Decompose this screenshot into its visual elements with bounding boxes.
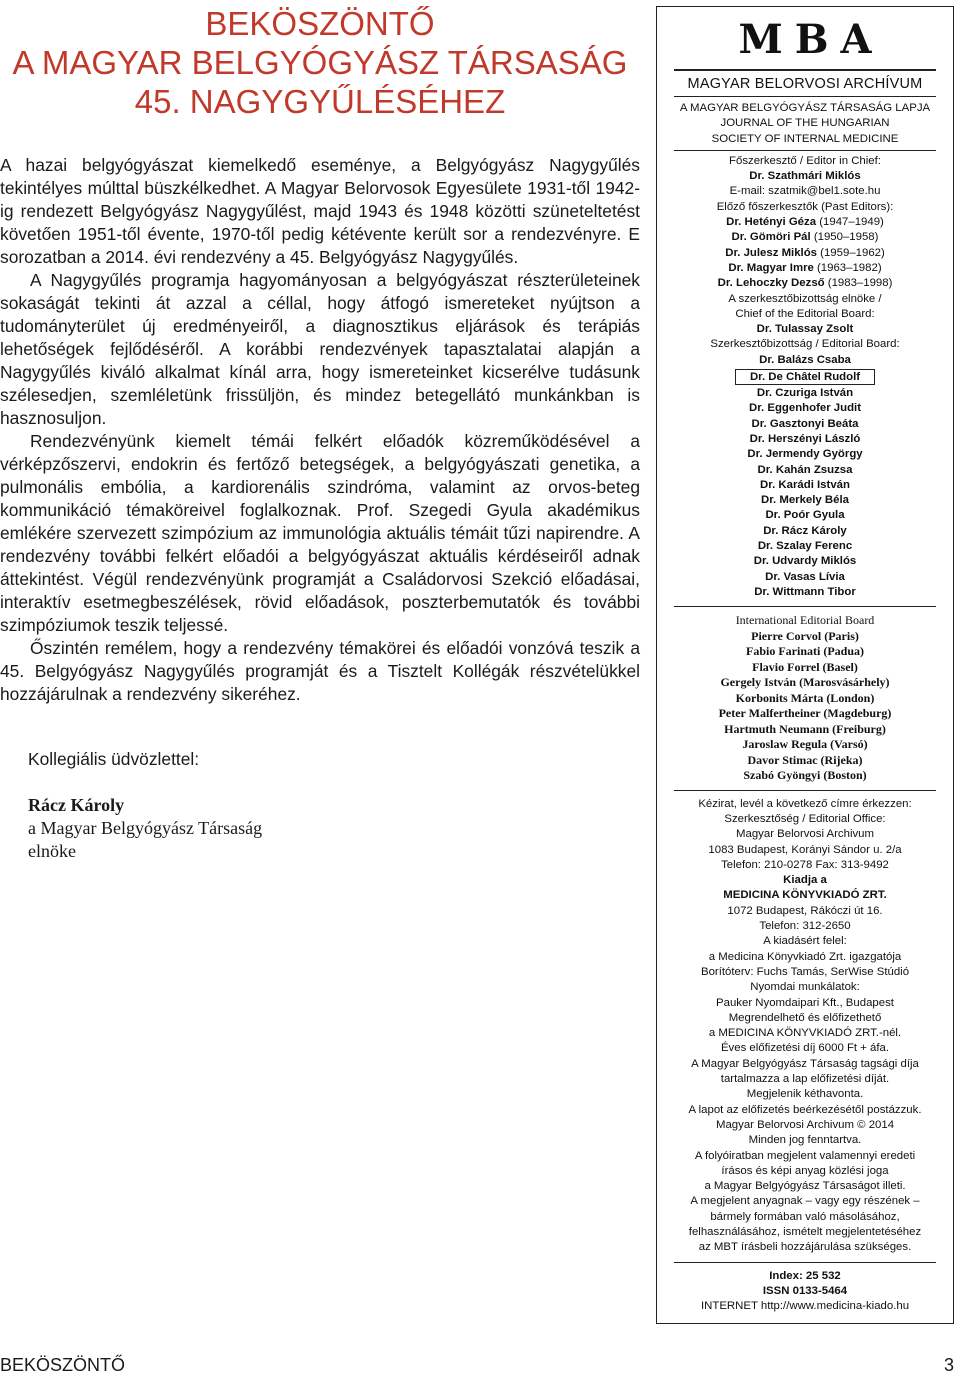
- editor-label: Főszerkesztő / Editor in Chief:: [729, 154, 881, 167]
- board-member: Dr. Gasztonyi Beáta: [751, 417, 859, 430]
- publisher-line: A lapot az előfizetés beérkezésétől postázzuk.: [688, 1103, 922, 1116]
- office-line: Telefon: 210-0278 Fax: 313-9492: [721, 858, 889, 871]
- publisher-line: Minden jog fenntartva.: [748, 1134, 862, 1147]
- page-number: 3: [943, 1355, 954, 1375]
- publisher-line: tartalmazza a lap előfizetési díját.: [720, 1073, 890, 1086]
- paragraph-4: Őszintén remélem, hogy a rendezvény témakörei és előadói vonzóvá teszik a 45. Belgyógyász Nagygyűlés programját és a Tisztelt Kollégák részvételükkel hozzájárulnak a rendezvény sikeréhez.: [0, 638, 640, 704]
- publisher-line: A folyóiratban megjelent valamennyi eredeti: [694, 1149, 916, 1162]
- past-editor-name: Dr. Gömöri Pál: [731, 231, 811, 244]
- board-member: Dr. Balázs Csaba: [759, 353, 851, 366]
- board-chair-name: Dr. Tulassay Zsolt: [756, 323, 854, 336]
- publisher-line: A megjelent anyagnak – vagy egy részének –: [690, 1195, 920, 1208]
- publisher-line: Nyomdai munkálatok:: [750, 981, 860, 994]
- journal-lines: [657, 101, 953, 147]
- past-editor-name: Dr. Julesz Miklós: [725, 246, 818, 259]
- publisher-line: Borítóterv: Fuchs Tamás, SerWise Stúdió: [700, 965, 910, 978]
- mba-logo: MBA: [738, 16, 884, 63]
- publisher-line: a MEDICINA KÖNYVKIADÓ ZRT.-nél.: [708, 1027, 902, 1040]
- journal-line: JOURNAL OF THE HUNGARIAN: [720, 117, 890, 130]
- publisher-line: Éves előfizetési díj 6000 Ft + áfa.: [720, 1042, 890, 1055]
- greeting: Kollegiális üdvözlettel:: [28, 749, 200, 769]
- signature-title: a Magyar Belgyógyász Társaság: [28, 818, 263, 838]
- editor-email: E-mail: szatmik@bel1.sote.hu: [729, 185, 881, 198]
- board-member: Dr. Poór Gyula: [765, 509, 845, 522]
- office-line: 1083 Budapest, Korányi Sándor u. 2/a: [708, 843, 902, 856]
- divider: [674, 1262, 936, 1263]
- past-editor-years: (1983–1998): [824, 277, 893, 290]
- archive-divider: [674, 96, 936, 97]
- office-block: [657, 797, 953, 1256]
- publisher-line: írásos és képi anyag közlési joga: [721, 1164, 889, 1177]
- publisher-label: Kiadja a: [783, 874, 827, 887]
- past-editor-name: Dr. Magyar Imre: [728, 261, 814, 274]
- article-body: [0, 154, 640, 706]
- board-member: Dr. Karádi István: [760, 478, 850, 491]
- publisher-line: A Magyar Belgyógyász Társaság tagsági díja: [691, 1057, 919, 1070]
- journal-line: SOCIETY OF INTERNAL MEDICINE: [711, 132, 899, 145]
- publisher-name: MEDICINA KÖNYVKIADÓ ZRT.: [723, 889, 887, 902]
- intl-member: Korbonits Márta (London): [735, 690, 875, 705]
- board-member: Dr. Wittmann Tibor: [754, 585, 856, 598]
- paragraph-3: Rendezvényünk kiemelt témái felkért előadók közreműködésével a vérképzőszervi, endokrin és fertőző betegségek, a belgyógyászati genetika, a pulmonális embólia, a kardiorenális szindróma, valamint az orvos-beteg kommunikáció témaköreivel foglalkoznak. Prof. Szegedi Gyula akadémikus emlékére szervezett szimpózium az immunológia aktuális témáit tűzi napirendre. A rendezvény további felkért előadói a belgyógyászat aktuális kérdéseiről adnak áttekintést. Végül rendezvényünk programját a Családorvosi Szekció előadásai, interaktív esetmegbeszélések, rövid előadások, poszterbemutatók és további szimpóziumok teszik teljessé.: [0, 431, 640, 635]
- publisher-line: Magyar Belorvosi Archivum © 2014: [715, 1118, 895, 1131]
- publisher-line: Megrendelhető és előfizethető: [728, 1011, 882, 1024]
- intl-member: Jaroslaw Regula (Varsó): [742, 737, 868, 752]
- publisher-line: Telefon: 312-2650: [759, 920, 851, 933]
- intl-board-label: International Editorial Board: [735, 613, 875, 628]
- intl-member: Flavio Forrel (Basel): [752, 659, 858, 674]
- publisher-line: Megjelenik kéthavonta.: [746, 1088, 864, 1101]
- internet-link[interactable]: INTERNET http://www.medicina-kiado.hu: [700, 1300, 910, 1313]
- board-member: Dr. Herszényi László: [749, 432, 861, 445]
- article-heading: [0, 4, 640, 121]
- divider: [674, 150, 936, 151]
- index-number: Index: 25 532: [769, 1269, 841, 1282]
- past-editor: [657, 246, 953, 261]
- board-member: Dr. Jermendy György: [747, 448, 863, 461]
- publisher-line: az MBT írásbeli hozzájárulása szükséges.: [698, 1241, 912, 1254]
- publisher-line: a Medicina Könyvkiadó Zrt. igazgatója: [708, 950, 902, 963]
- intl-member: Szabó Gyöngyi (Boston): [743, 768, 867, 783]
- board-member: Dr. Merkely Béla: [760, 494, 849, 507]
- publisher-line: A kiadásért felel:: [763, 935, 847, 948]
- board-member: Dr. Udvardy Miklós: [753, 555, 857, 568]
- intl-member: Fabio Farinati (Padua): [745, 644, 864, 659]
- publisher-line: 1072 Budapest, Rákóczi út 16.: [727, 904, 883, 917]
- past-editor: [657, 261, 953, 276]
- board-chair-label: Chief of the Editorial Board:: [735, 307, 875, 320]
- past-editor: [657, 276, 953, 291]
- divider: [674, 606, 936, 607]
- publisher-line: felhasználásához, ismételt megjelentetéséhez: [688, 1226, 922, 1239]
- past-editor-name: Dr. Hetényi Géza: [726, 216, 817, 229]
- past-editors-label: Előző főszerkesztők (Past Editors):: [716, 200, 894, 213]
- paragraph-1: A hazai belgyógyászat kiemelkedő eseménye, a Belgyógyász Nagygyűlés tekintélyes múlttal büszkélkedhet. A Magyar Belorvosok Egyesülete 1931-től 1942-ig rendezett Belgyógyász Nagygyűlést, majd 1943 és 1948 közötti szüneteltetést követően 1951-től évente, 1970-től pedig kétévente került sor a rendezvényre. E sorozatban a 2014. évi rendezvény a 45. Belgyógyász Nagygyűlés.: [0, 155, 640, 267]
- board-member: Dr. Rácz Károly: [763, 524, 847, 537]
- international-board: [657, 613, 953, 784]
- board-member-boxed: Dr. De Châtel Rudolf: [735, 369, 875, 385]
- masthead-box: [656, 6, 954, 1324]
- running-footer-section: BEKÖSZÖNTŐ: [0, 1355, 126, 1375]
- office-line: Kézirat, levél a következő címre érkezzen:: [698, 797, 912, 810]
- editorial-board-list: [657, 353, 953, 600]
- archive-title: MAGYAR BELORVOSI ARCHÍVUM: [687, 76, 923, 92]
- editor-block: [657, 154, 953, 353]
- publisher-line: a Magyar Belgyógyász Társaságot illeti.: [704, 1180, 906, 1193]
- heading-line-3: 45. NAGYGYŰLÉSÉHEZ: [134, 83, 506, 120]
- issn-number: ISSN 0133-5464: [762, 1284, 848, 1297]
- intl-member: Hartmuth Neumann (Freiburg): [724, 721, 886, 736]
- logo-divider: [674, 69, 936, 71]
- signature-name: Rácz Károly: [28, 795, 125, 815]
- past-editor-years: (1963–1982): [813, 261, 882, 274]
- signature: [28, 794, 262, 863]
- board-member: Dr. Vasas Lívia: [765, 570, 845, 583]
- past-editor-years: (1959–1962): [817, 246, 885, 259]
- past-editor-years: (1950–1958): [810, 231, 879, 244]
- journal-line: A MAGYAR BELGYÓGYÁSZ TÁRSASÁG LAPJA: [679, 102, 931, 114]
- board-member: Dr. Szalay Ferenc: [757, 540, 853, 553]
- heading-line-2: A MAGYAR BELGYÓGYÁSZ TÁRSASÁG: [12, 44, 628, 81]
- paragraph-2: A Nagygyűlés programja hagyományosan a belgyógyászat részterületeinek sokaságát tekinti át azzal a céllal, hogy átfogó ismereteket nyújtson a tudományterület új eredményeiről, a diagnosztikus eljárások és terápiás lehetőségek fejlődéséről. A korábbi rendezvények tapasztalatai alapján a Nagygyűlés kiváló alkalmat kínál arra, hogy ismereteinket kicserélve tudásunk szélesedjen, szemléletünk frissüljön, és mindez betegellátó munkánkban is hasznosuljon.: [0, 270, 640, 428]
- intl-member: Davor Stimac (Rijeka): [747, 752, 863, 767]
- office-line: Szerkesztőség / Editorial Office:: [724, 813, 886, 825]
- past-editor: [657, 215, 953, 230]
- intl-member: Pierre Corvol (Paris): [751, 628, 859, 643]
- intl-member: Gergely István (Marosvásárhely): [720, 675, 890, 690]
- publisher-line: bármely formában való másolásához,: [710, 1210, 900, 1223]
- past-editor: [657, 230, 953, 245]
- divider: [674, 790, 936, 791]
- board-label: Szerkesztőbizottság / Editorial Board:: [710, 338, 900, 351]
- intl-member: Peter Malfertheiner (Magdeburg): [718, 706, 892, 721]
- editor-name: Dr. Szathmári Miklós: [749, 170, 861, 183]
- office-line: Magyar Belorvosi Archivum: [736, 828, 874, 841]
- past-editor-name: Dr. Lehoczky Dezső: [717, 277, 825, 290]
- board-member: Dr. Eggenhofer Judit: [748, 402, 861, 415]
- signature-role: elnöke: [28, 841, 76, 861]
- publisher-line: Pauker Nyomdaipari Kft., Budapest: [716, 996, 894, 1009]
- index-block: [657, 1269, 953, 1315]
- board-member: Dr. Czuriga István: [756, 387, 854, 400]
- heading-line-1: BEKÖSZÖNTŐ: [205, 5, 435, 42]
- board-chair-label: A szerkesztőbizottság elnöke /: [728, 292, 882, 305]
- past-editor-years: (1947–1949): [816, 216, 884, 229]
- board-member: Dr. Kahán Zsuzsa: [757, 463, 853, 476]
